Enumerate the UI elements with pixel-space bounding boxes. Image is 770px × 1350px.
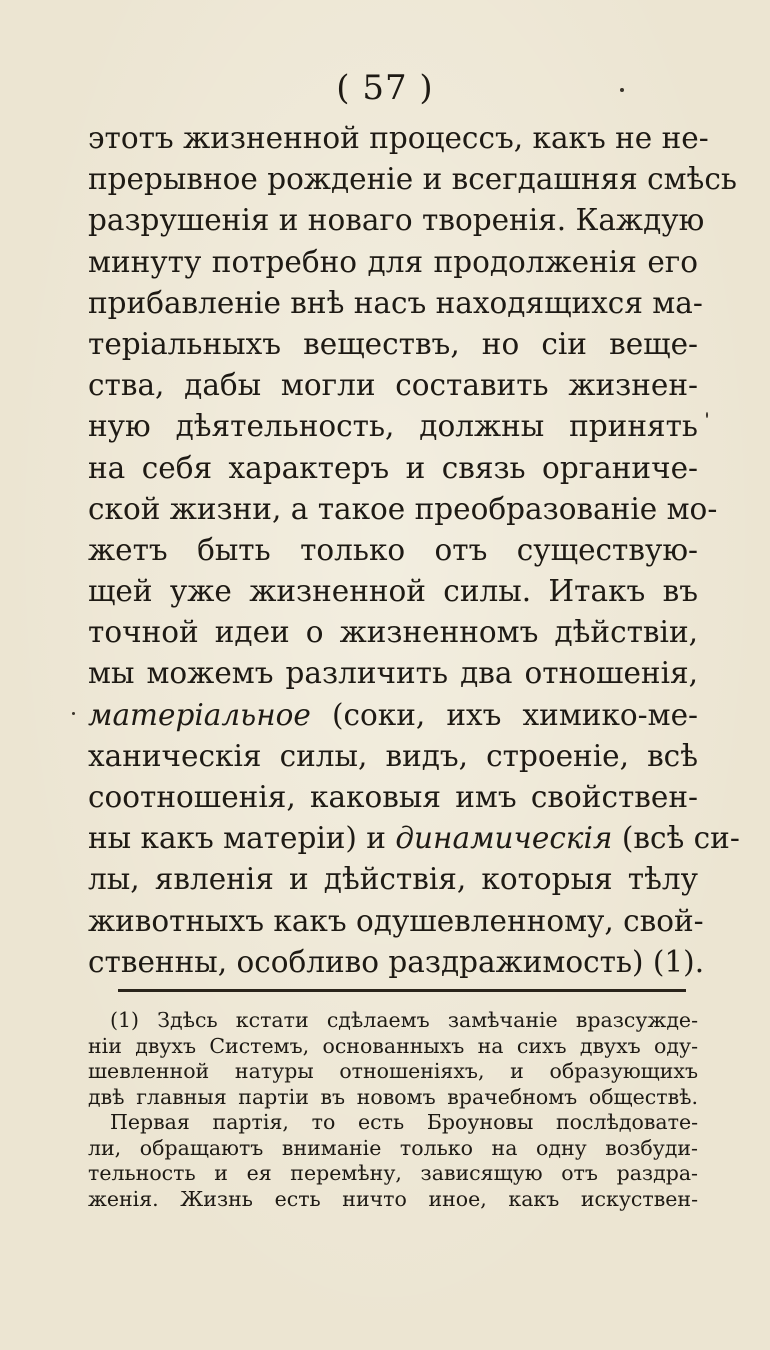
footnote [88,1008,698,1212]
text-line: на себя характеръ и связь органиче- [88,450,698,485]
text-line: мы можемъ различить два отношенія, [88,656,698,691]
text-line: животныхъ какъ одушевленному, свой- [88,903,704,938]
footnote-line: Первая партія, то есть Броуновы послѣдовате- [110,1110,698,1134]
footnote-line: женія. Жизнь есть ничто иное, какъ искуствен- [88,1186,698,1211]
footnote-line: ніи двухъ Системъ, основанныхъ на сихъ двухъ оду- [88,1033,698,1058]
text-line: этотъ жизненной процессъ, какъ не не- [88,121,709,155]
footnote-line: двѣ главныя партіи въ новомъ врачебномъ обществѣ. [88,1084,698,1109]
text-span: (соки, ихъ химико-ме- [310,697,698,732]
ink-speck [620,88,624,92]
text-line [88,695,698,736]
footnote-divider [118,989,686,992]
ink-speck [706,412,708,418]
text-line: щей уже жизненной силы. Итакъ въ [88,574,698,609]
text-line: теріальныхъ веществъ, но сіи веще- [88,326,698,361]
text-line: минуту потребно для продолженія его [88,244,698,279]
text-line: жетъ быть только отъ существую- [88,532,698,567]
text-line: прибавленіе внѣ насъ находящихся ма- [88,285,703,320]
text-line: соотношенія, каковыя имъ свойствен- [88,780,698,814]
italic-term: динамическія [395,821,613,856]
text-line: ства, дабы могли составить жизнен- [88,368,698,403]
text-line: прерывное рожденіе и всегдашняя смѣсь [88,162,737,197]
text-span: (всѣ си- [612,821,740,856]
main-text [88,118,740,983]
text-line: разрушенія и новаго творенія. Каждую [88,203,705,238]
text-line: ской жизни, а такое преобразованіе мо- [88,491,718,526]
text-span: ны какъ матеріи) и [88,821,396,856]
footnote-line: ли, обращаютъ вниманіе только на одну возбуди- [88,1135,698,1160]
text-line: лы, явленія и дѣйствія, которыя тѣлу [88,862,698,897]
ink-speck [72,712,75,715]
footnote-line: (1) Здѣсь кстати сдѣлаемъ замѣчаніе вразсужде- [110,1008,698,1032]
italic-term: матеріальное [88,697,311,732]
text-line: ную дѣятельность, должны принять [88,409,698,444]
text-line: ханическія силы, видъ, строеніе, всѣ [88,738,698,773]
text-line [88,818,740,859]
footnote-line: тельность и ея перемѣну, зависящую отъ раздра- [88,1161,698,1185]
text-line: ственны, особливо раздражимость) (1). [88,944,705,979]
page-number: ( 57 ) [336,68,434,108]
text-line: точной идеи о жизненномъ дѣйствіи, [88,615,698,650]
footnote-line: шевленной натуры отношеніяхъ, и образующихъ [88,1059,698,1083]
